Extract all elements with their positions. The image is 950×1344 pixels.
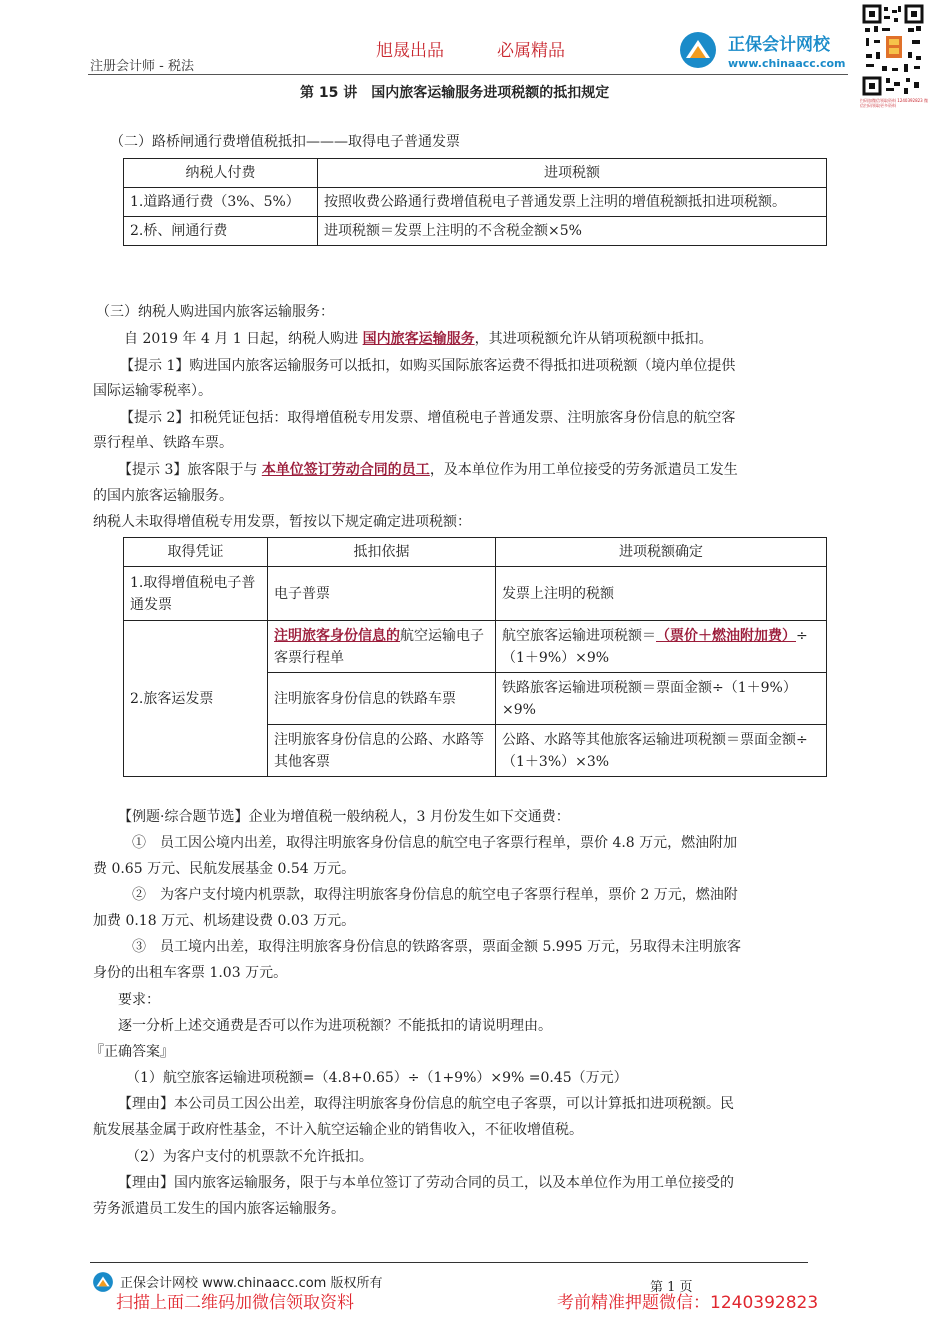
table-cell: 公路、水路等其他旅客运输进项税额＝票面金额÷（1＋3%）×3% [496,725,827,777]
slogan-left: 旭晟出品 [376,41,444,61]
highlight-employee: 本单位签订劳动合同的员工 [261,462,430,478]
table-header-row [124,159,827,188]
reason-2-line2: 劳务派遣员工发生的国内旅客运输服务。 [93,1201,345,1217]
highlight-identity: 注明旅客身份信息的 [274,627,400,644]
table-row [124,567,827,621]
table-header: 取得凭证 [124,538,268,567]
tip3-text: 【提示 3】旅客限于与 [118,462,262,478]
cell-text: 航空运输电子客票行程单 [274,627,484,666]
answer-label: 『正确答案』 [90,1044,174,1060]
section2-heading: （二）路桥闸通行费增值税抵扣———取得电子普通发票 [110,134,460,150]
course-label: 注册会计师 - 税法 [90,59,194,74]
table-cell: 2.旅客运发票 [124,621,268,777]
brand-url: www.chinaacc.com [728,57,846,70]
intro-text: 自 2019 年 4 月 1 日起，纳税人购进 [124,331,363,347]
requirement-label: 要求： [118,992,160,1008]
table-header: 进项税额确定 [496,538,827,567]
footer-copyright: 正保会计网校 www.chinaacc.com 版权所有 [120,1276,383,1291]
cell-text: 航空旅客运输进项税额＝ [502,627,656,644]
answer-1: （1）航空旅客运输进项税额=（4.8+0.65）÷（1+9%）×9% =0.45（万元） [126,1070,628,1086]
page-number: 第 1 页 [650,1280,693,1295]
example-item2-line2: 加费 0.18 万元、机场建设费 0.03 万元。 [93,913,356,929]
example-item1-line1: ① 员工因公境内出差，取得注明旅客身份信息的航空电子客票行程单，票价 4.8 万元，燃油附加 [132,835,738,851]
table-cell: 按照收费公路通行费增值税电子普通发票上注明的增值税额抵扣进项税额。 [318,188,827,217]
example-intro: 【例题·综合题节选】企业为增值税一般纳税人，3 月份发生如下交通费： [118,809,570,825]
transport-invoice-table [123,537,827,777]
table-header-row [124,538,827,567]
table-cell: 电子普票 [268,567,496,621]
footer-divider [90,1262,808,1263]
note-line: 纳税人未取得增值税专用发票，暂按以下规定确定进项税额： [93,514,471,530]
table-cell: 进项税额＝发票上注明的不含税金额×5% [318,217,827,246]
table-cell: 注明旅客身份信息的铁路车票 [268,673,496,725]
tip3-line2: 的国内旅客运输服务。 [93,488,233,504]
example-item1-line2: 费 0.65 万元、民航发展基金 0.54 万元。 [93,861,356,877]
table-cell: 1.道路通行费（3%、5%） [124,188,318,217]
table-header: 进项税额 [318,159,827,188]
reason-1-line2: 航发展基金属于政府性基金，不计入航空运输企业的销售收入，不征收增值税。 [93,1122,583,1138]
tip3-text-end: ，及本单位作为用工单位接受的劳务派遣员工发生 [429,462,738,478]
tip3-line1 [118,461,738,479]
qr-note: 扫码加微信领取资料 1240392823 微信扫码领取更多资料 [860,98,928,108]
brand-name: 正保会计网校 [728,35,830,55]
slogan-right: 必属精品 [497,41,565,61]
table-row [124,188,827,217]
highlight-domestic-transport: 国内旅客运输服务 [362,331,475,347]
footer-wechat-promo: 考前精准押题微信：1240392823 [557,1293,819,1313]
tip1-line2: 国际运输零税率）。 [93,383,212,399]
table-cell: 铁路旅客运输进项税额＝票面金额÷（1＋9%）×9% [496,673,827,725]
table-cell [268,621,496,673]
table-cell: 发票上注明的税额 [496,567,827,621]
table-cell: 注明旅客身份信息的公路、水路等其他客票 [268,725,496,777]
table-header: 纳税人付费 [124,159,318,188]
section3-intro [124,330,713,348]
table-row [124,217,827,246]
reason-2-line1: 【理由】国内旅客运输服务，限于与本单位签订了劳动合同的员工，以及本单位作为用工单位接受的 [118,1175,734,1191]
qr-code-icon [862,4,924,96]
tip2-line2: 票行程单、铁路车票。 [93,435,233,451]
intro-text-end: ，其进项税额允许从销项税额中抵扣。 [474,331,713,347]
reason-1-line1: 【理由】本公司员工因公出差，取得注明旅客身份信息的航空电子客票，可以计算抵扣进项税额。民 [118,1096,734,1112]
section3-heading: （三）纳税人购进国内旅客运输服务： [96,304,334,320]
chinaacc-logo-icon [678,30,718,70]
table-header: 抵扣依据 [268,538,496,567]
table-cell: 1.取得增值税电子普通发票 [124,567,268,621]
table-row [124,621,827,673]
table-cell: 2.桥、闸通行费 [124,217,318,246]
cell-text: ÷（1＋9%）×9% [502,627,808,666]
tip2-line1: 【提示 2】扣税凭证包括：取得增值税专用发票、增值税电子普通发票、注明旅客身份信息的航空客 [120,410,736,426]
example-item2-line1: ② 为客户支付境内机票款，取得注明旅客身份信息的航空电子客票行程单，票价 2 万元，燃油附 [132,887,738,903]
toll-fee-table [123,158,827,246]
highlight-fare: （票价＋燃油附加费） [656,627,796,644]
example-item3-line2: 身份的出租车客票 1.03 万元。 [93,965,288,981]
footer-logo-icon [92,1271,114,1293]
footer-qr-promo: 扫描上面二维码加微信领取资料 [116,1293,354,1313]
table-cell [496,621,827,673]
tip1-line1: 【提示 1】购进国内旅客运输服务可以抵扣，如购买国际旅客运费不得抵扣进项税额（境内单位提供 [120,358,736,374]
example-item3-line1: ③ 员工境内出差，取得注明旅客身份信息的铁路客票，票面金额 5.995 万元，另取得未注明旅客 [132,939,741,955]
answer-2: （2）为客户支付的机票款不允许抵扣。 [126,1149,373,1165]
lecture-title: 第 15 讲 国内旅客运输服务进项税额的抵扣规定 [300,85,610,101]
requirement-text: 逐一分析上述交通费是否可以作为进项税额？不能抵扣的请说明理由。 [118,1018,552,1034]
header-divider [88,74,848,75]
